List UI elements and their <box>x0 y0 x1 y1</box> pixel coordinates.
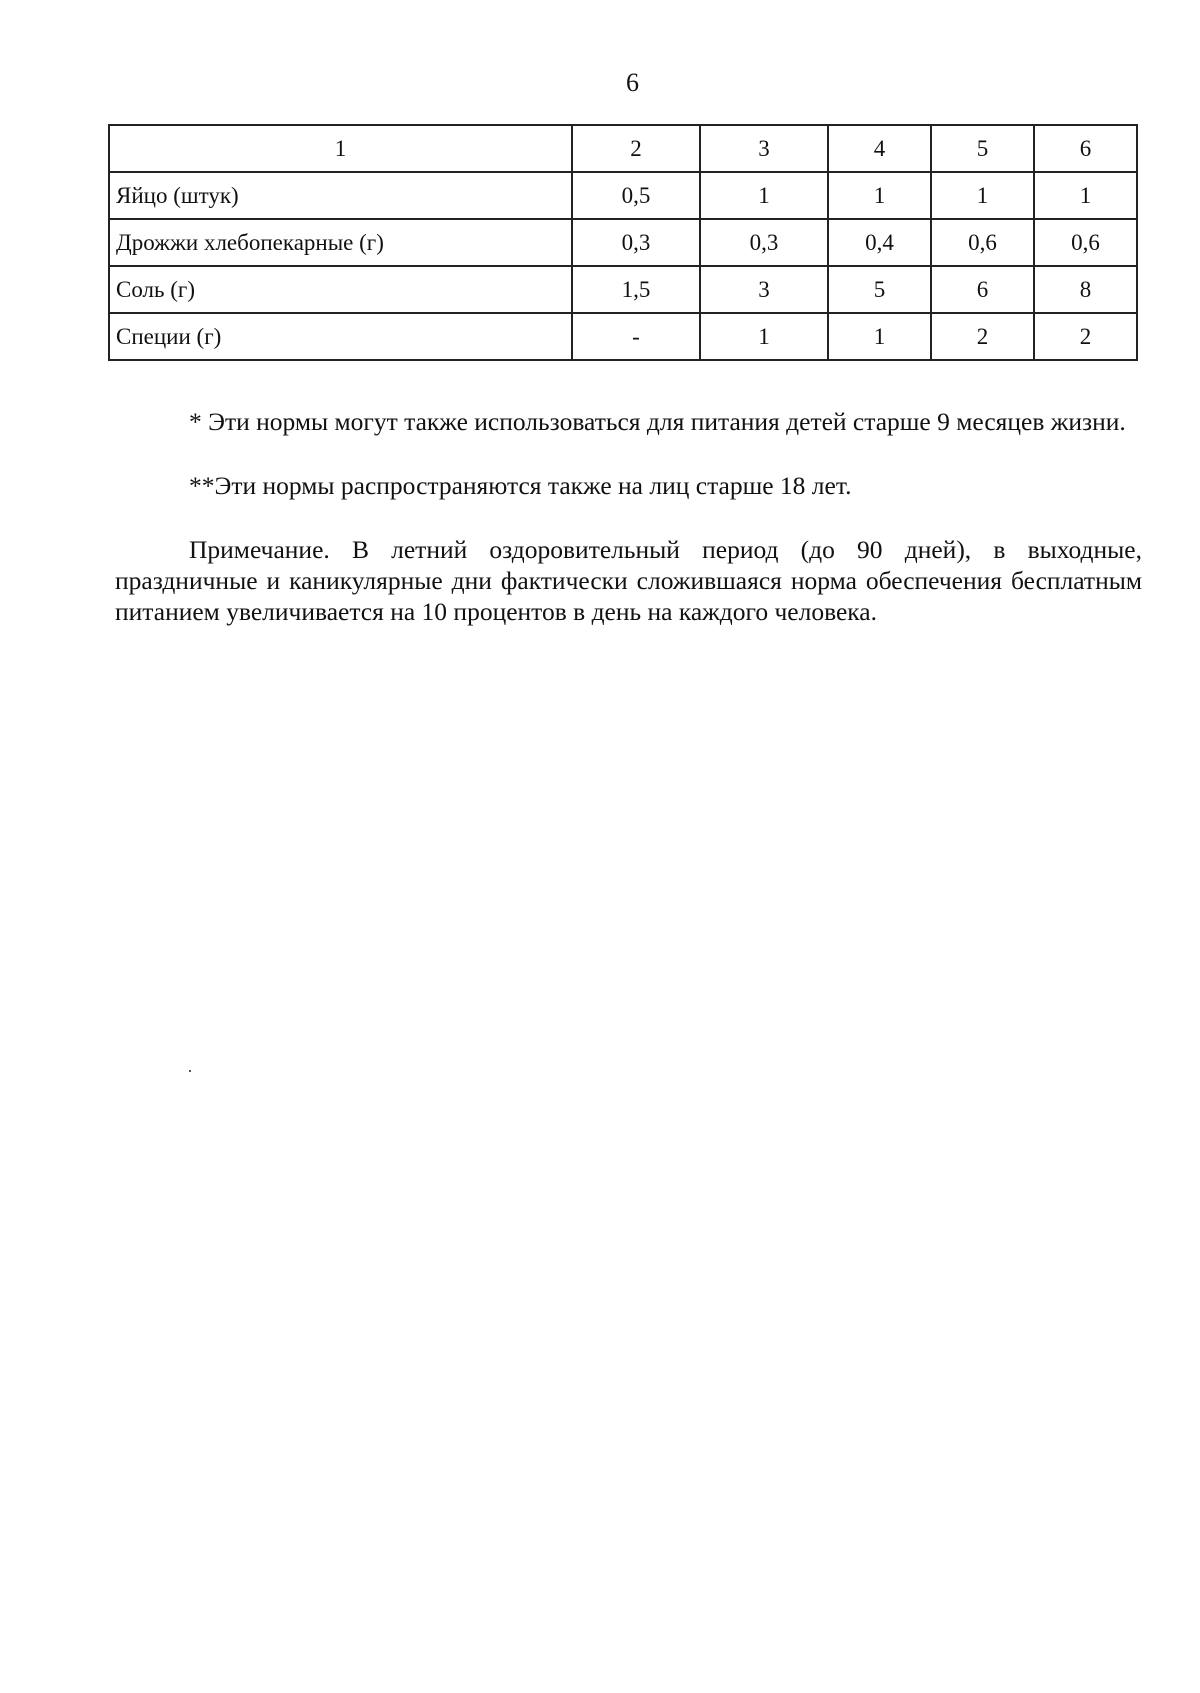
norm-value: 1 <box>1034 172 1137 219</box>
norm-value: 1 <box>828 313 931 360</box>
norm-value: 0,4 <box>828 219 931 266</box>
table-row <box>109 219 1137 266</box>
column-number-6: 6 <box>1034 125 1137 172</box>
norm-value: 0,3 <box>700 219 828 266</box>
norm-value: 0,6 <box>1034 219 1137 266</box>
norm-value: 1,5 <box>572 266 700 313</box>
norm-value: 0,3 <box>572 219 700 266</box>
product-name: Яйцо (штук) <box>109 172 572 219</box>
norm-value: 2 <box>1034 313 1137 360</box>
table-row <box>109 266 1137 313</box>
column-number-2: 2 <box>572 125 700 172</box>
norm-value: - <box>572 313 700 360</box>
norm-value: 0,5 <box>572 172 700 219</box>
remark-paragraph: Примечание. В летний оздоровительный период (до 90 дней), в выходные, праздничные и каникулярные дни фактически сложившаяся норма обеспечения бесплатным питанием увеличивается на 10 процентов в день на каждого человека. <box>115 535 1142 626</box>
norm-value: 2 <box>931 313 1034 360</box>
table-row <box>109 172 1137 219</box>
table-row <box>109 313 1137 360</box>
norm-value: 1 <box>700 172 828 219</box>
product-name: Специи (г) <box>109 313 572 360</box>
food-norms-table <box>108 124 1138 361</box>
norm-value: 8 <box>1034 266 1137 313</box>
column-number-3: 3 <box>700 125 828 172</box>
norm-value: 0,6 <box>931 219 1034 266</box>
norm-value: 6 <box>931 266 1034 313</box>
norm-value: 1 <box>700 313 828 360</box>
norm-value: 5 <box>828 266 931 313</box>
page-number: 6 <box>626 68 639 97</box>
norm-value: 1 <box>828 172 931 219</box>
footnote-adults: **Эти нормы распространяются также на лиц старше 18 лет. <box>189 471 852 500</box>
product-name: Дрожжи хлебопекарные (г) <box>109 219 572 266</box>
norm-value: 1 <box>931 172 1034 219</box>
table-header-row <box>109 125 1137 172</box>
column-number-1: 1 <box>109 125 572 172</box>
product-name: Соль (г) <box>109 266 572 313</box>
footnote-infants: * Эти нормы могут также использоваться для питания детей старше 9 месяцев жизни. <box>189 407 1126 436</box>
scan-speck <box>189 1070 191 1072</box>
column-number-4: 4 <box>828 125 931 172</box>
norm-value: 3 <box>700 266 828 313</box>
column-number-5: 5 <box>931 125 1034 172</box>
